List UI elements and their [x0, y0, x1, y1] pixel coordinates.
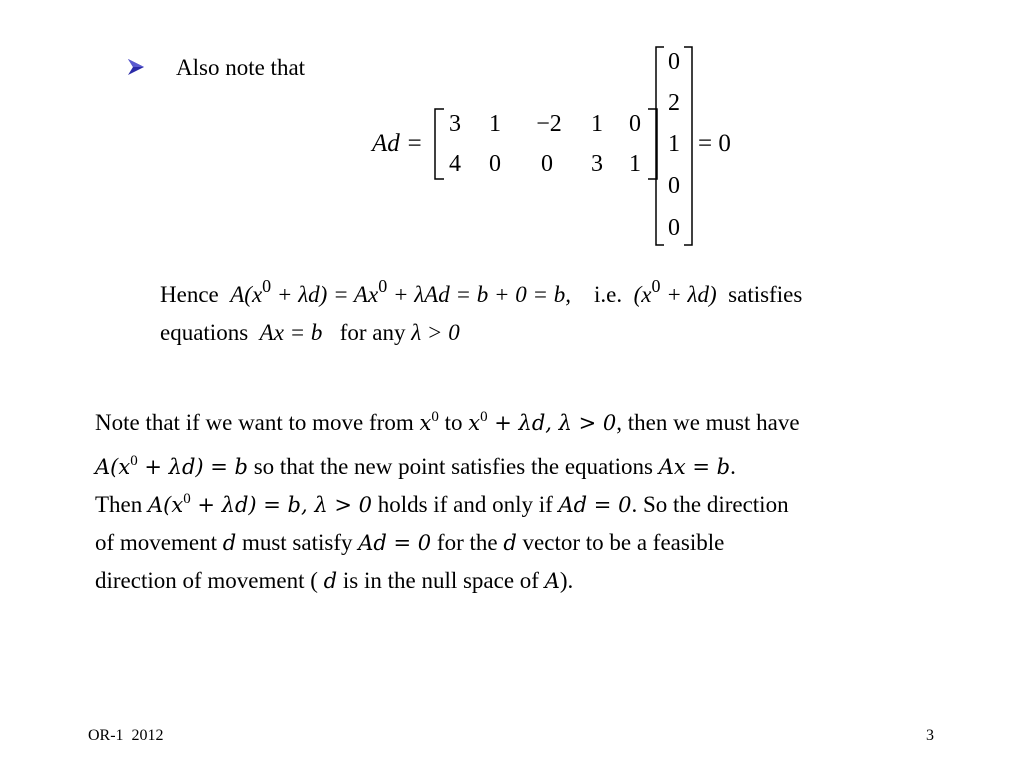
paragraph-2-line-2: [95, 524, 985, 562]
text-run: so that the new point satisfies the equations: [247, 454, 659, 479]
math-run: Ad = 0: [558, 493, 632, 517]
satisfies-word: satisfies: [728, 282, 803, 307]
math-run: d: [222, 531, 237, 555]
matrix-a-cell: −2: [536, 111, 562, 137]
equations-line: [160, 320, 460, 346]
text-run: holds if and only if: [371, 492, 559, 517]
text-run: ).: [559, 568, 574, 593]
hence-expr-4: (x: [633, 282, 652, 307]
math-sup: 0: [183, 491, 191, 507]
math-run: A(x: [148, 493, 184, 517]
for-any-word: for any: [339, 320, 406, 345]
math-run: A(x: [95, 455, 131, 479]
matrix-a-cell: 1: [629, 151, 641, 177]
hence-expr-1: A(x: [230, 282, 263, 307]
math-run: + λd) = b: [137, 455, 248, 479]
paragraph-1-line-1: [95, 398, 985, 442]
paragraph-2-line-3: [95, 562, 985, 600]
equations-word: equations: [160, 320, 249, 345]
text-run: is in the null space of: [337, 568, 545, 593]
matrix-a-cell: 3: [449, 111, 461, 137]
text-run: of movement: [95, 530, 223, 555]
matrix-a-cell: 4: [449, 151, 461, 177]
math-sup: 0: [130, 453, 138, 469]
math-run: d: [503, 531, 517, 555]
bullet-text: Also note that: [176, 55, 306, 80]
vector-d-cell: 0: [668, 215, 680, 241]
matrix-a-cell: 3: [591, 151, 603, 177]
ie-word: i.e.: [594, 282, 623, 307]
matrix-a-cell: 0: [629, 111, 641, 137]
text-run: Then: [95, 492, 149, 517]
math-run: Ad = 0: [358, 531, 432, 555]
hence-word: Hence: [160, 282, 219, 307]
hence-expr-2: + λd) = Ax: [271, 282, 379, 307]
math-run: x: [468, 411, 481, 435]
text-run: . So the direction: [631, 492, 789, 517]
matrix-a-cell: 1: [591, 111, 603, 137]
text-run: , then we must have: [616, 410, 800, 435]
text-run: Note that if we want to move from: [95, 410, 420, 435]
paragraph-2-line-1: [95, 480, 985, 524]
vector-d-cell: 2: [668, 90, 680, 116]
text-run: must satisfy: [236, 530, 359, 555]
vector-d-cell: 0: [668, 49, 680, 75]
paragraph-1: [95, 398, 985, 486]
arrow-bullet-icon: [125, 56, 147, 78]
math-sup: 0: [480, 409, 488, 425]
lambda-condition: λ > 0: [411, 320, 460, 345]
math-run: + λd) = b, λ > 0: [190, 493, 372, 517]
paragraph-2: [95, 480, 985, 600]
hence-expr-3: + λAd = b + 0 = b,: [387, 282, 572, 307]
text-run: direction of movement (: [95, 568, 324, 593]
hence-expr-5: + λd): [660, 282, 717, 307]
footer-course-label: OR-1 2012: [88, 727, 164, 744]
math-run: d: [323, 569, 338, 593]
equations-axb: Ax = b: [259, 320, 323, 345]
math-run: + λd, λ > 0: [487, 411, 617, 435]
matrix-a-cell: 0: [489, 151, 501, 177]
hence-line: [160, 276, 802, 308]
matrix-a: [432, 106, 660, 182]
hence-sup-3: 0: [651, 276, 661, 296]
vector-d: [652, 44, 696, 248]
math-run: x: [419, 411, 432, 435]
text-run: .: [730, 454, 736, 479]
page-number: 3: [926, 727, 934, 744]
math-run: A: [544, 569, 560, 593]
equation-lhs: Ad =: [372, 130, 423, 157]
hence-sup-1: 0: [262, 276, 272, 296]
text-run: to: [438, 410, 469, 435]
text-run: vector to be a feasible: [516, 530, 725, 555]
equation-rhs: = 0: [698, 130, 731, 157]
math-run: Ax = b: [658, 455, 731, 479]
text-run: for the: [431, 530, 504, 555]
vector-d-cell: 1: [668, 131, 680, 157]
vector-d-cell: 0: [668, 173, 680, 199]
matrix-a-cell: 1: [489, 111, 501, 137]
matrix-a-cell: 0: [541, 151, 553, 177]
math-sup: 0: [431, 409, 439, 425]
hence-sup-2: 0: [378, 276, 388, 296]
